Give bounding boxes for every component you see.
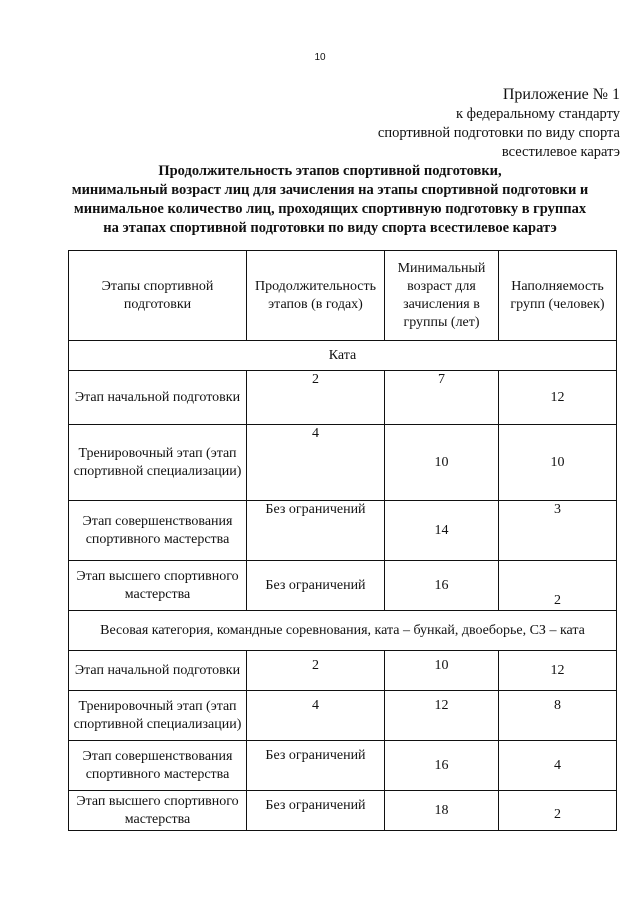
cell-group-size: 8 [499, 691, 617, 741]
cell-stage: Этап совершенствования спортивного мастерства [69, 741, 247, 791]
appendix-line: к федеральному стандарту [456, 106, 620, 122]
cell-stage: Этап высшего спортивного мастерства [69, 791, 247, 831]
cell-stage: Тренировочный этап (этап спортивной специализации) [69, 425, 247, 501]
cell-min-age: 16 [385, 741, 499, 791]
cell-duration: Без ограничений [247, 791, 385, 831]
cell-group-size: 12 [499, 651, 617, 691]
cell-min-age: 10 [385, 425, 499, 501]
cell-stage: Этап начальной подготовки [69, 651, 247, 691]
stages-table [68, 250, 617, 831]
table-row [69, 425, 617, 501]
cell-duration: 2 [247, 371, 385, 425]
cell-duration: 4 [247, 425, 385, 501]
table-row [69, 651, 617, 691]
section-title: Ката [69, 341, 617, 371]
section-title: Весовая категория, командные соревнования, ката – бункай, двоеборье, СЗ – ката [69, 611, 617, 651]
table-row [69, 501, 617, 561]
appendix-line: спортивной подготовки по виду спорта [377, 125, 620, 141]
cell-min-age: 14 [385, 501, 499, 561]
cell-group-size: 2 [499, 791, 617, 831]
cell-stage: Этап начальной подготовки [69, 371, 247, 425]
cell-min-age: 7 [385, 371, 499, 425]
table-row [69, 371, 617, 425]
cell-min-age: 12 [385, 691, 499, 741]
page-number: 10 [314, 52, 326, 63]
cell-min-age: 18 [385, 791, 499, 831]
cell-duration: Без ограничений [247, 501, 385, 561]
cell-duration: Без ограничений [247, 741, 385, 791]
title-line: Продолжительность этапов спортивной подготовки, [158, 163, 502, 179]
table-row [69, 791, 617, 831]
cell-stage: Этап высшего спортивного мастерства [69, 561, 247, 611]
header-group-size: Наполняемость групп (человек) [499, 251, 617, 341]
cell-group-size: 2 [499, 561, 617, 611]
cell-group-size: 3 [499, 501, 617, 561]
title-line: минимальное количество лиц, проходящих спортивную подготовку в группах [73, 201, 587, 217]
appendix-block [378, 84, 620, 162]
section-row [69, 611, 617, 651]
table-header-row [69, 251, 617, 341]
cell-group-size: 12 [499, 371, 617, 425]
header-stage: Этапы спортивной подготовки [69, 251, 247, 341]
cell-min-age: 16 [385, 561, 499, 611]
section-row [69, 341, 617, 371]
appendix-line: всестилевое каратэ [501, 144, 620, 160]
header-min-age: Минимальный возраст для зачисления в группы (лет) [385, 251, 499, 341]
appendix-title: Приложение № 1 [502, 86, 620, 103]
document-title [40, 162, 620, 238]
header-duration: Продолжительность этапов (в годах) [247, 251, 385, 341]
title-line: минимальный возраст лиц для зачисления на этапы спортивной подготовки и [71, 182, 589, 198]
cell-duration: 4 [247, 691, 385, 741]
table-row [69, 691, 617, 741]
table-row [69, 741, 617, 791]
cell-min-age: 10 [385, 651, 499, 691]
table-row [69, 561, 617, 611]
cell-stage: Этап совершенствования спортивного мастерства [69, 501, 247, 561]
cell-duration: Без ограничений [247, 561, 385, 611]
cell-group-size: 4 [499, 741, 617, 791]
cell-duration: 2 [247, 651, 385, 691]
cell-stage: Тренировочный этап (этап спортивной специализации) [69, 691, 247, 741]
title-line: на этапах спортивной подготовки по виду спорта всестилевое каратэ [103, 220, 557, 236]
cell-group-size: 10 [499, 425, 617, 501]
